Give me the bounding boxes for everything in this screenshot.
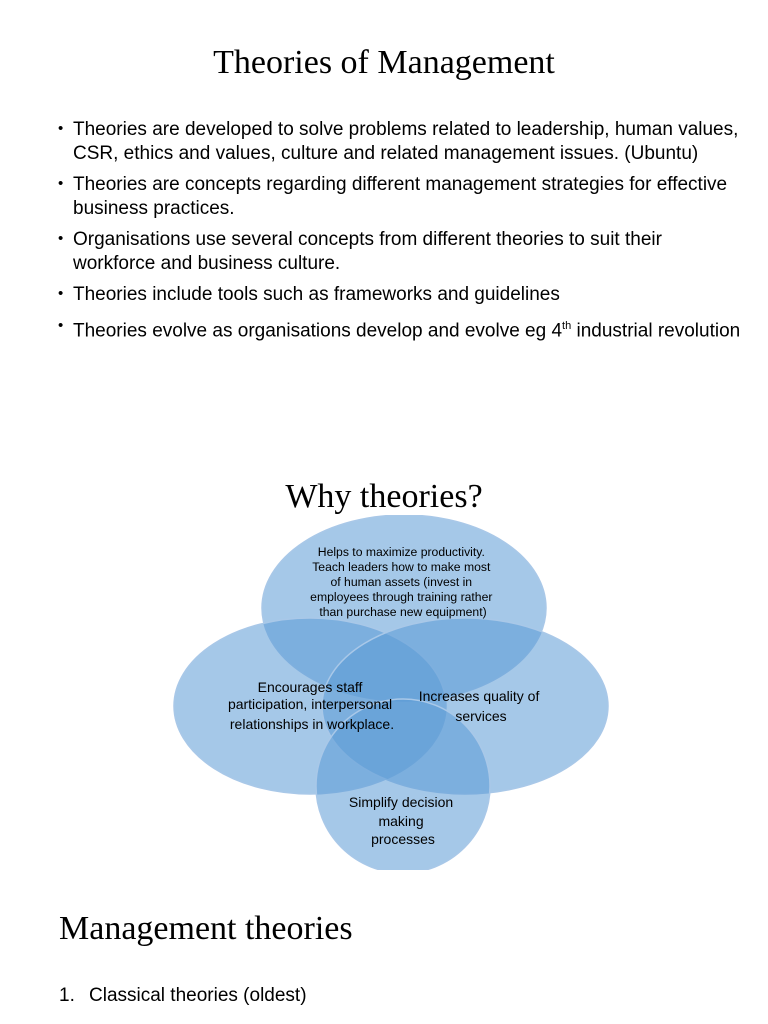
bullet-text: Organisations use several concepts from different theories to suit their workforce and business culture.: [73, 229, 662, 274]
venn-bottom-line: Simplify decision: [348, 794, 454, 810]
venn-top-line: Teach leaders how to make most: [312, 560, 491, 574]
numbered-list: [59, 984, 307, 1008]
venn-left-line: participation, interpersonal: [227, 696, 393, 712]
venn-top-line: of human assets (invest in: [330, 575, 473, 589]
venn-right-line: Increases quality of: [418, 688, 540, 704]
list-item: [59, 984, 307, 1008]
venn-top-line: employees through training rather: [310, 590, 493, 604]
venn-bottom-line: making: [378, 813, 424, 829]
slide-title-management-theories: Management theories: [59, 910, 353, 947]
venn-left-line: Encourages staff: [257, 679, 363, 695]
venn-diagram: [170, 515, 615, 870]
slide-title-why-theories: Why theories?: [285, 478, 483, 515]
venn-bottom-line: processes: [371, 831, 435, 847]
bullet-item: [58, 315, 748, 343]
bullet-text-cont: industrial revolution: [571, 319, 741, 341]
bullet-text: Theories are developed to solve problems related to leadership, human values, CSR, ethics and values, culture and related management issues. (Ubuntu): [73, 119, 739, 164]
superscript-th: th: [562, 319, 572, 332]
venn-left-line: relationships in workplace.: [229, 716, 395, 732]
bullet-item: [58, 118, 748, 165]
bullet-text: Theories are concepts regarding different management strategies for effective business practices.: [73, 174, 728, 219]
venn-top-line: than purchase new equipment): [319, 605, 487, 619]
list-item-label: Classical theories (oldest): [89, 985, 307, 1006]
slide-title-theories-of-management: Theories of Management: [213, 44, 555, 81]
bullet-item: [58, 228, 748, 275]
bullet-item: [58, 283, 748, 307]
bullet-item: [58, 173, 748, 220]
venn-label-top: [310, 545, 496, 619]
list-item-number: 1.: [59, 985, 75, 1006]
venn-right-line: services: [455, 708, 507, 724]
bullet-list: [58, 118, 748, 350]
venn-top-line: Helps to maximize productivity.: [317, 545, 485, 559]
bullet-text: Theories evolve as organisations develop and evolve eg 4: [73, 319, 563, 341]
bullet-text: Theories include tools such as frameworks and guidelines: [73, 284, 560, 305]
